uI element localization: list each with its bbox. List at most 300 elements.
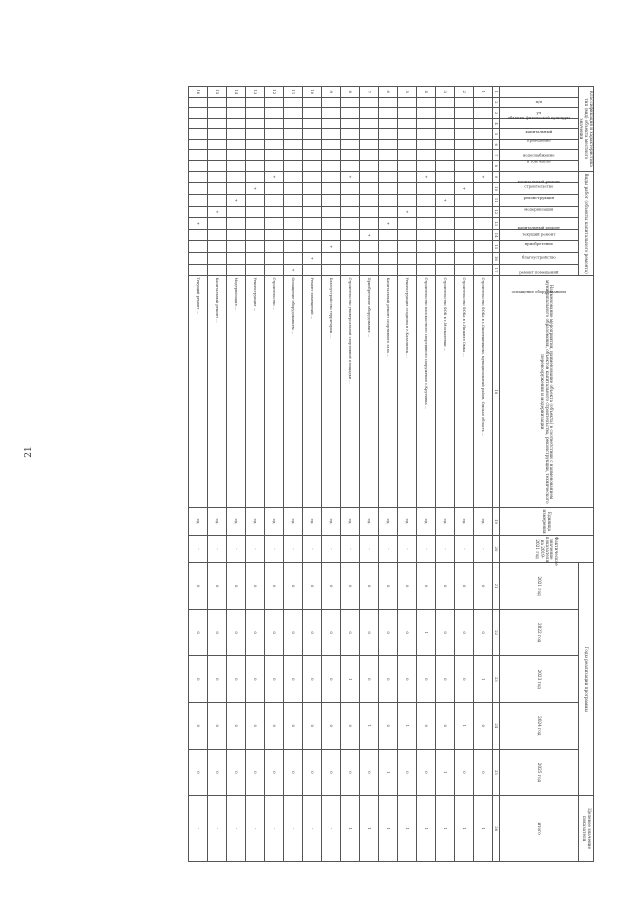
- structure-cell: [321, 108, 340, 119]
- year-value-cell: 0: [207, 749, 226, 796]
- activity-cell: [188, 241, 207, 253]
- activity-cell: [416, 253, 435, 265]
- structure-cell: 14: [226, 87, 245, 98]
- structure-cell: [359, 97, 378, 108]
- structure-cell: [283, 108, 302, 119]
- actual-value-cell: -: [340, 535, 359, 563]
- column-number: 12: [492, 206, 499, 218]
- table-region: [174, 86, 594, 862]
- structure-cell: [302, 97, 321, 108]
- year-value-cell: 0: [245, 563, 264, 610]
- structure-cell: [473, 161, 492, 172]
- structure-cell: [454, 108, 473, 119]
- activity-cell: +: [473, 171, 492, 183]
- target-value-cell: 1: [416, 796, 435, 862]
- activity-cell: [264, 253, 283, 265]
- group-structure-header: Классификация и характеристика тип (вид) объекта местного значения: [578, 87, 593, 172]
- activity-cell: +: [378, 218, 397, 230]
- description-cell: Модернизация ...: [226, 276, 245, 508]
- structure-cell: [283, 97, 302, 108]
- activity-cell: [321, 171, 340, 183]
- column-number-row: [492, 87, 499, 862]
- activity-cell: [245, 241, 264, 253]
- year-value-cell: 0: [302, 703, 321, 750]
- structure-cell: [226, 150, 245, 161]
- table-row: [435, 87, 454, 862]
- structure-cell: [454, 129, 473, 140]
- structure-cell: 6: [378, 87, 397, 98]
- structure-cell: 4: [416, 87, 435, 98]
- year-value-cell: 0: [454, 563, 473, 610]
- structure-cell: [359, 139, 378, 150]
- activity-cell: [245, 264, 264, 276]
- structure-cell: [245, 139, 264, 150]
- structure-cell: [454, 161, 473, 172]
- actual-value-cell: -: [416, 535, 435, 563]
- activity-cell: [245, 218, 264, 230]
- activity-cell: [283, 218, 302, 230]
- structure-cell: [264, 150, 283, 161]
- activity-cell: +: [264, 171, 283, 183]
- description-cell: Благоустройство территории ...: [321, 276, 340, 508]
- structure-cell: [454, 97, 473, 108]
- activity-cell: [378, 229, 397, 241]
- structure-cell: [207, 150, 226, 161]
- activity-cell: [416, 264, 435, 276]
- target-group-header: Целевое значение показателя: [578, 796, 593, 862]
- structure-cell: [473, 118, 492, 129]
- structure-cell: [359, 161, 378, 172]
- structure-cell: 7: [359, 87, 378, 98]
- activity-cell: [397, 171, 416, 183]
- structure-cell: [302, 139, 321, 150]
- activity-cell: +: [435, 194, 454, 206]
- activity-cell: [435, 218, 454, 230]
- description-cell: Ремонт помещений ...: [302, 276, 321, 508]
- structure-cell: [397, 97, 416, 108]
- activity-cell: [264, 194, 283, 206]
- structure-cell: [264, 139, 283, 150]
- activity-cell: [283, 253, 302, 265]
- structure-cell: [416, 150, 435, 161]
- structure-cell: [321, 139, 340, 150]
- year-value-cell: 1: [378, 749, 397, 796]
- structure-cell: [264, 129, 283, 140]
- table-row: [226, 87, 245, 862]
- structure-cell: [378, 150, 397, 161]
- description-cell: Реконструкция ...: [245, 276, 264, 508]
- target-value-cell: 1: [435, 796, 454, 862]
- year-value-cell: 0: [207, 703, 226, 750]
- activity-cell: [283, 206, 302, 218]
- program-table: [188, 86, 594, 862]
- unit-cell: ед.: [416, 508, 435, 536]
- activity-cell: +: [454, 183, 473, 195]
- year-value-cell: 0: [340, 703, 359, 750]
- structure-cell: 11: [283, 87, 302, 98]
- unit-cell: ед.: [302, 508, 321, 536]
- activity-cell: +: [283, 264, 302, 276]
- activity-cell: [321, 194, 340, 206]
- activity-cell: [188, 229, 207, 241]
- structure-cell: [435, 118, 454, 129]
- vheader-structure-0: объекты физической культуры: [499, 87, 578, 98]
- year-value-cell: 0: [435, 563, 454, 610]
- structure-cell: [359, 129, 378, 140]
- actual-value-cell: -: [378, 535, 397, 563]
- structure-cell: [283, 161, 302, 172]
- description-cell: Строительство ФОКа в с.Нижняя Омка ...: [454, 276, 473, 508]
- activity-cell: +: [340, 171, 359, 183]
- activity-cell: [321, 206, 340, 218]
- activity-cell: [416, 183, 435, 195]
- structure-cell: [321, 118, 340, 129]
- structure-cell: [207, 139, 226, 150]
- structure-cell: [435, 129, 454, 140]
- description-cell: Реконструкция стадиона в г.Калачинск ...: [397, 276, 416, 508]
- actual-value-cell: -: [473, 535, 492, 563]
- structure-cell: [245, 108, 264, 119]
- table-row: [283, 87, 302, 862]
- structure-cell: [416, 139, 435, 150]
- vheader-activity-8: оснащение оборудованием: [499, 264, 578, 276]
- activity-cell: [302, 241, 321, 253]
- year-value-cell: 0: [207, 563, 226, 610]
- activity-cell: [207, 183, 226, 195]
- year-value-cell: 0: [302, 749, 321, 796]
- activity-cell: [264, 206, 283, 218]
- column-number: 7: [492, 150, 499, 161]
- vheader-structure-7: капитальный ремонт: [499, 161, 578, 172]
- structure-cell: [264, 161, 283, 172]
- activity-cell: [378, 206, 397, 218]
- year-value-cell: 0: [321, 609, 340, 656]
- structure-cell: [435, 97, 454, 108]
- structure-cell: [397, 150, 416, 161]
- actual-value-cell: -: [226, 535, 245, 563]
- target-value-cell: -: [321, 796, 340, 862]
- activity-cell: [397, 264, 416, 276]
- activity-cell: [264, 183, 283, 195]
- year-value-cell: 1: [340, 656, 359, 703]
- activity-cell: [245, 229, 264, 241]
- structure-cell: 10: [302, 87, 321, 98]
- table-row: [207, 87, 226, 862]
- year-value-cell: 0: [397, 563, 416, 610]
- year-value-cell: 0: [321, 703, 340, 750]
- structure-cell: [359, 118, 378, 129]
- year-value-cell: 0: [283, 563, 302, 610]
- structure-cell: 2: [454, 87, 473, 98]
- activity-cell: [264, 241, 283, 253]
- structure-cell: [435, 161, 454, 172]
- year-value-cell: 0: [264, 656, 283, 703]
- column-number: 5: [492, 129, 499, 140]
- year-value-cell: 0: [378, 703, 397, 750]
- vheader-activity-6: благоустройство: [499, 241, 578, 253]
- structure-cell: [378, 97, 397, 108]
- activity-cell: [378, 241, 397, 253]
- structure-cell: [473, 97, 492, 108]
- actual-value-cell: -: [397, 535, 416, 563]
- table-row: [397, 87, 416, 862]
- vheader-structure-1: п/п: [499, 97, 578, 108]
- activity-cell: [264, 264, 283, 276]
- year-value-cell: 0: [454, 609, 473, 656]
- actual-value-cell: -: [207, 535, 226, 563]
- activity-cell: [321, 229, 340, 241]
- column-number: 13: [492, 218, 499, 230]
- structure-cell: [340, 139, 359, 150]
- activity-cell: [302, 264, 321, 276]
- year-value-cell: 0: [473, 703, 492, 750]
- target-value-cell: -: [245, 796, 264, 862]
- activity-cell: [245, 206, 264, 218]
- column-number: 6: [492, 139, 499, 150]
- target-value-cell: -: [302, 796, 321, 862]
- structure-cell: [245, 161, 264, 172]
- year-value-cell: 0: [416, 703, 435, 750]
- activity-cell: [340, 264, 359, 276]
- year-value-cell: 1: [397, 703, 416, 750]
- structure-cell: [473, 129, 492, 140]
- activity-cell: [359, 183, 378, 195]
- activity-cell: [416, 229, 435, 241]
- target-value-cell: 1: [359, 796, 378, 862]
- activity-cell: [207, 253, 226, 265]
- activity-cell: +: [188, 218, 207, 230]
- column-number: 19: [492, 508, 499, 536]
- activity-cell: [473, 229, 492, 241]
- structure-cell: 5: [397, 87, 416, 98]
- vheader-structure-2: ул: [499, 108, 578, 119]
- year-value-cell: 1: [416, 609, 435, 656]
- actual-value-cell: -: [321, 535, 340, 563]
- column-number: 4: [492, 118, 499, 129]
- activity-cell: [454, 218, 473, 230]
- column-number: 9: [492, 171, 499, 183]
- year-value-cell: 0: [397, 609, 416, 656]
- structure-cell: [245, 118, 264, 129]
- year-value-cell: 1: [435, 749, 454, 796]
- structure-cell: [454, 150, 473, 161]
- activity-cell: +: [397, 206, 416, 218]
- activity-cell: [188, 171, 207, 183]
- target-value-cell: -: [283, 796, 302, 862]
- target-value-cell: -: [188, 796, 207, 862]
- year-value-cell: 0: [397, 656, 416, 703]
- structure-cell: [207, 118, 226, 129]
- activity-cell: [226, 241, 245, 253]
- activity-cell: [435, 171, 454, 183]
- activity-cell: [188, 194, 207, 206]
- column-number: 2: [492, 97, 499, 108]
- activity-cell: [321, 253, 340, 265]
- table-row: [302, 87, 321, 862]
- column-number: 21: [492, 563, 499, 610]
- structure-cell: [397, 108, 416, 119]
- structure-cell: [226, 129, 245, 140]
- structure-cell: [435, 139, 454, 150]
- structure-cell: [207, 161, 226, 172]
- activity-cell: [473, 253, 492, 265]
- activity-cell: [245, 194, 264, 206]
- year-value-cell: 0: [321, 656, 340, 703]
- target-value-cell: 1: [378, 796, 397, 862]
- actual-value-cell: -: [454, 535, 473, 563]
- activity-cell: [397, 253, 416, 265]
- activity-cell: [340, 229, 359, 241]
- activity-cell: [283, 229, 302, 241]
- unit-cell: ед.: [245, 508, 264, 536]
- unit-cell: ед.: [264, 508, 283, 536]
- structure-cell: [188, 150, 207, 161]
- target-value-cell: -: [226, 796, 245, 862]
- year-value-cell: 0: [302, 609, 321, 656]
- year-value-cell: 0: [321, 749, 340, 796]
- activity-cell: [226, 183, 245, 195]
- activity-cell: [226, 264, 245, 276]
- vheader-activity-2: модернизация: [499, 194, 578, 206]
- year-value-cell: 0: [435, 703, 454, 750]
- year-value-cell: 0: [226, 656, 245, 703]
- column-number: 25: [492, 749, 499, 796]
- vheader-activity-0: строительство: [499, 171, 578, 183]
- column-number: 23: [492, 656, 499, 703]
- structure-cell: 15: [207, 87, 226, 98]
- structure-cell: 3: [435, 87, 454, 98]
- activity-cell: [207, 229, 226, 241]
- activity-cell: [283, 241, 302, 253]
- activity-cell: [359, 194, 378, 206]
- year-value-cell: 0: [435, 609, 454, 656]
- activity-cell: [397, 229, 416, 241]
- year-value-cell: 0: [226, 563, 245, 610]
- target-value-cell: 1: [454, 796, 473, 862]
- table-row: [340, 87, 359, 862]
- year-value-cell: 0: [340, 609, 359, 656]
- year-value-cell: 0: [264, 609, 283, 656]
- structure-cell: [226, 139, 245, 150]
- year-value-cell: 0: [359, 749, 378, 796]
- activity-cell: [397, 241, 416, 253]
- target-value-cell: -: [207, 796, 226, 862]
- target-value-cell: 1: [340, 796, 359, 862]
- description-cell: Оснащение оборудованием ...: [283, 276, 302, 508]
- activity-cell: [416, 218, 435, 230]
- column-number: 14: [492, 229, 499, 241]
- structure-cell: [207, 129, 226, 140]
- structure-cell: [416, 118, 435, 129]
- activity-cell: [416, 194, 435, 206]
- table-row: [245, 87, 264, 862]
- unit-cell: ед.: [321, 508, 340, 536]
- activity-cell: [473, 218, 492, 230]
- structure-cell: [226, 118, 245, 129]
- description-cell: Строительство ФОКа в с.Оконешниково, муниципальный район, Омская область ...: [473, 276, 492, 508]
- activity-cell: [207, 194, 226, 206]
- activity-cell: [188, 253, 207, 265]
- structure-cell: [321, 97, 340, 108]
- year-value-cell: 0: [302, 563, 321, 610]
- table-row: [188, 87, 207, 862]
- column-number: 20: [492, 535, 499, 563]
- activity-cell: [473, 206, 492, 218]
- actual-value-cell: -: [283, 535, 302, 563]
- activity-cell: [226, 253, 245, 265]
- structure-cell: [245, 97, 264, 108]
- structure-cell: [302, 161, 321, 172]
- structure-cell: 16: [188, 87, 207, 98]
- vheader-activity-7: ремонт помещений: [499, 253, 578, 265]
- activity-cell: [188, 264, 207, 276]
- target-value-cell: 1: [473, 796, 492, 862]
- activity-cell: [207, 171, 226, 183]
- structure-cell: [340, 150, 359, 161]
- year-value-cell: 0: [359, 656, 378, 703]
- structure-cell: [378, 118, 397, 129]
- structure-cell: [416, 97, 435, 108]
- table-row: [378, 87, 397, 862]
- activity-cell: [454, 206, 473, 218]
- activity-cell: [397, 183, 416, 195]
- activity-cell: +: [321, 241, 340, 253]
- description-cell: Текущий ремонт ...: [188, 276, 207, 508]
- activity-cell: [245, 253, 264, 265]
- activity-cell: [454, 264, 473, 276]
- actual-value-cell: -: [264, 535, 283, 563]
- column-number: 8: [492, 161, 499, 172]
- actual-value-cell: -: [302, 535, 321, 563]
- year-value-cell: 0: [264, 703, 283, 750]
- activity-cell: +: [207, 206, 226, 218]
- structure-cell: [340, 129, 359, 140]
- activity-cell: [435, 229, 454, 241]
- activity-cell: [188, 206, 207, 218]
- year-value-cell: 1: [359, 703, 378, 750]
- structure-cell: [416, 161, 435, 172]
- name-object-header: Наименование мероприятия, наименование объекта (объекта) в соответствии с наименованием муниципального образования, объектов капитального строительства, реконструкции, технического перевооружения и модернизации: [499, 276, 593, 508]
- activity-cell: [473, 264, 492, 276]
- activity-cell: [340, 194, 359, 206]
- activity-cell: [340, 253, 359, 265]
- target-value-cell: 1: [397, 796, 416, 862]
- column-number: 18: [492, 276, 499, 508]
- structure-cell: [264, 118, 283, 129]
- activity-cell: [302, 194, 321, 206]
- unit-cell: ед.: [283, 508, 302, 536]
- year-2021-header: 2021 год: [499, 563, 578, 610]
- activity-cell: [378, 183, 397, 195]
- structure-cell: [207, 108, 226, 119]
- structure-cell: [302, 150, 321, 161]
- activity-cell: [340, 183, 359, 195]
- year-value-cell: 0: [416, 749, 435, 796]
- year-value-cell: 0: [473, 749, 492, 796]
- year-value-cell: 0: [245, 609, 264, 656]
- vheader-structure-6: в том числе: [499, 150, 578, 161]
- activity-cell: [397, 218, 416, 230]
- actual-value-header: Фактическое значение показателя на 2019-2021 год: [499, 535, 593, 563]
- structure-cell: [378, 161, 397, 172]
- activity-cell: [359, 171, 378, 183]
- activity-cell: [473, 241, 492, 253]
- activity-cell: [340, 218, 359, 230]
- structure-cell: [359, 150, 378, 161]
- year-value-cell: 0: [283, 749, 302, 796]
- structure-cell: [416, 129, 435, 140]
- structure-cell: [302, 129, 321, 140]
